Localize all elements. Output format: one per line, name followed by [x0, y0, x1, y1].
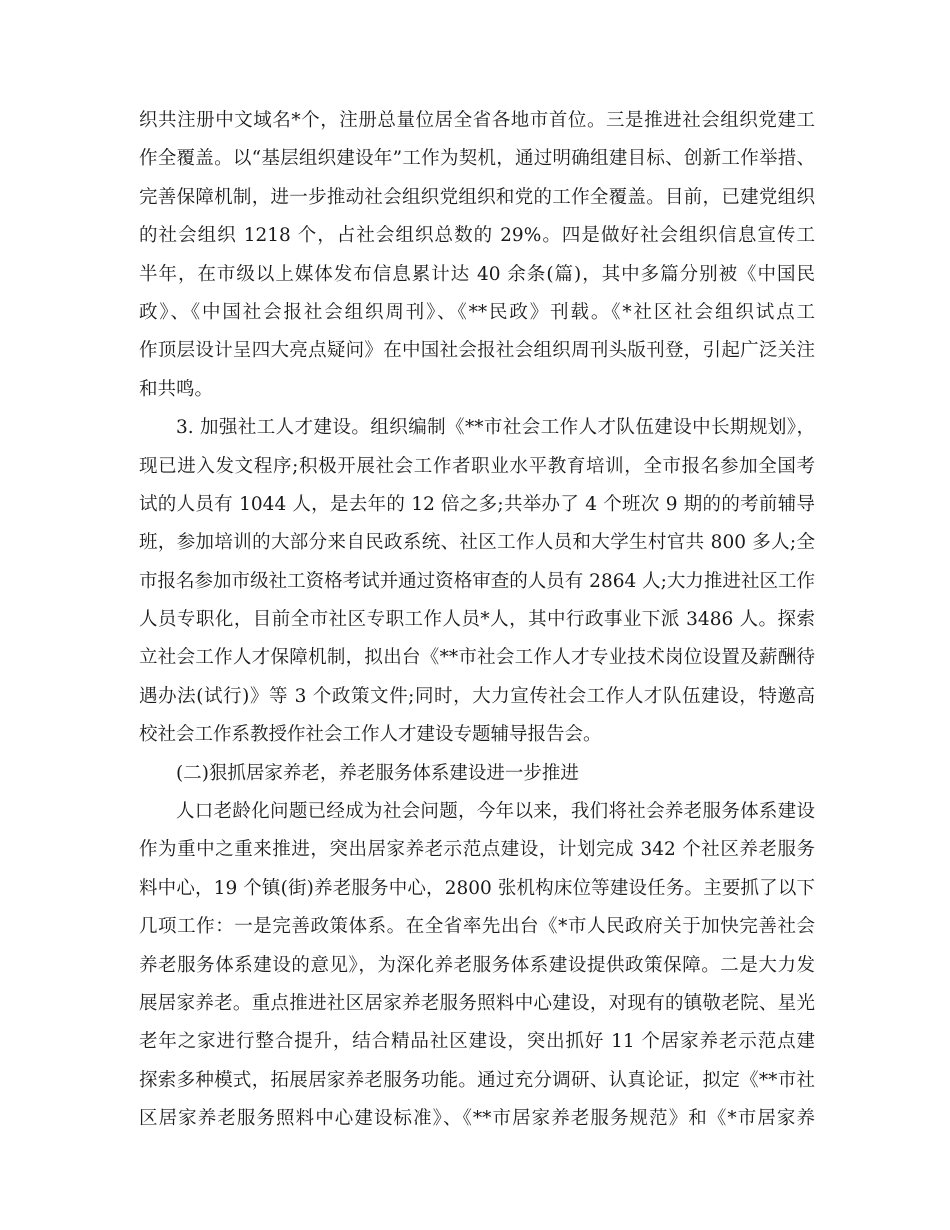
text-line: 区居家养老服务照料中心建设标准》、《**市居家养老服务规范》和《*市居家养 — [139, 1108, 815, 1130]
text-line: 试的人员有 1044 人，是去年的 12 倍之多;共举办了 4 个班次 9 期的的考前辅导 — [139, 493, 815, 515]
text-line: 作顶层设计呈四大亮点疑问》在中国社会报社会组织周刊头版刊登，引起广泛关注 — [139, 340, 815, 362]
text-line: 完善保障机制，进一步推动社会组织党组织和党的工作全覆盖。目前，已建党组织 — [139, 186, 815, 208]
text-line: 人口老龄化问题已经成为社会问题，今年以来，我们将社会养老服务体系建设 — [176, 801, 815, 823]
text-line: 3. 加强社工人才建设。组织编制《**市社会工作人才队伍建设中长期规划》， — [176, 417, 815, 439]
text-line: 作为重中之重来推进，突出居家养老示范点建设，计划完成 342 个社区养老服务 — [139, 839, 815, 861]
text-line: 养老服务体系建设的意见》，为深化养老服务体系建设提供政策保障。二是大力发 — [139, 954, 815, 976]
text-line: 的社会组织 1218 个，占社会组织总数的 29%。四是做好社会组织信息宣传工 — [139, 225, 815, 247]
text-line: 织共注册中文域名*个，注册总量位居全省各地市首位。三是推进社会组织党建工 — [139, 110, 815, 131]
text-line: 遇办法(试行)》等 3 个政策文件;同时，大力宣传社会工作人才队伍建设，特邀高 — [139, 685, 815, 707]
body-text — [139, 102, 815, 1139]
text-line: 几项工作：一是完善政策体系。在全省率先出台《*市人民政府关于加快完善社会 — [139, 916, 815, 938]
text-line: 老年之家进行整合提升，结合精品社区建设，突出抓好 11 个居家养老示范点建 — [139, 1031, 815, 1053]
text-line: 作全覆盖。以“基层组织建设年”工作为契机，通过明确组建目标、创新工作举措、 — [139, 148, 815, 170]
text-line: 现已进入发文程序;积极开展社会工作者职业水平教育培训，全市报名参加全国考 — [139, 455, 815, 477]
text-line: 政》、《中国社会报社会组织周刊》、《**民政》刊载。《*社区社会组织试点工 — [139, 301, 815, 323]
text-line: 探索多种模式，拓展居家养老服务功能。通过充分调研、认真论证，拟定《**市社 — [139, 1069, 815, 1091]
text-line: 料中心，19 个镇(街)养老服务中心，2800 张机构床位等建设任务。主要抓了以下 — [139, 877, 815, 899]
text-line: 人员专职化，目前全市社区专职工作人员*人，其中行政事业下派 3486 人。探索 — [139, 609, 815, 631]
text-line: 半年，在市级以上媒体发布信息累计达 40 余条(篇)，其中多篇分别被《中国民 — [139, 263, 815, 285]
text-line: (二)狠抓居家养老，养老服务体系建设进一步推进 — [176, 762, 579, 784]
text-line: 和共鸣。 — [139, 378, 214, 400]
text-line: 展居家养老。重点推进社区居家养老服务照料中心建设，对现有的镇敬老院、星光 — [139, 992, 815, 1014]
text-line: 校社会工作系教授作社会工作人才建设专题辅导报告会。 — [139, 724, 602, 746]
text-line: 市报名参加市级社工资格考试并通过资格审查的人员有 2864 人;大力推进社区工作 — [139, 570, 815, 592]
text-line: 班，参加培训的大部分来自民政系统、社区工作人员和大学生村官共 800 多人;全 — [139, 532, 815, 554]
text-line: 立社会工作人才保障机制，拟出台《**市社会工作人才专业技术岗位设置及薪酬待 — [139, 647, 815, 669]
